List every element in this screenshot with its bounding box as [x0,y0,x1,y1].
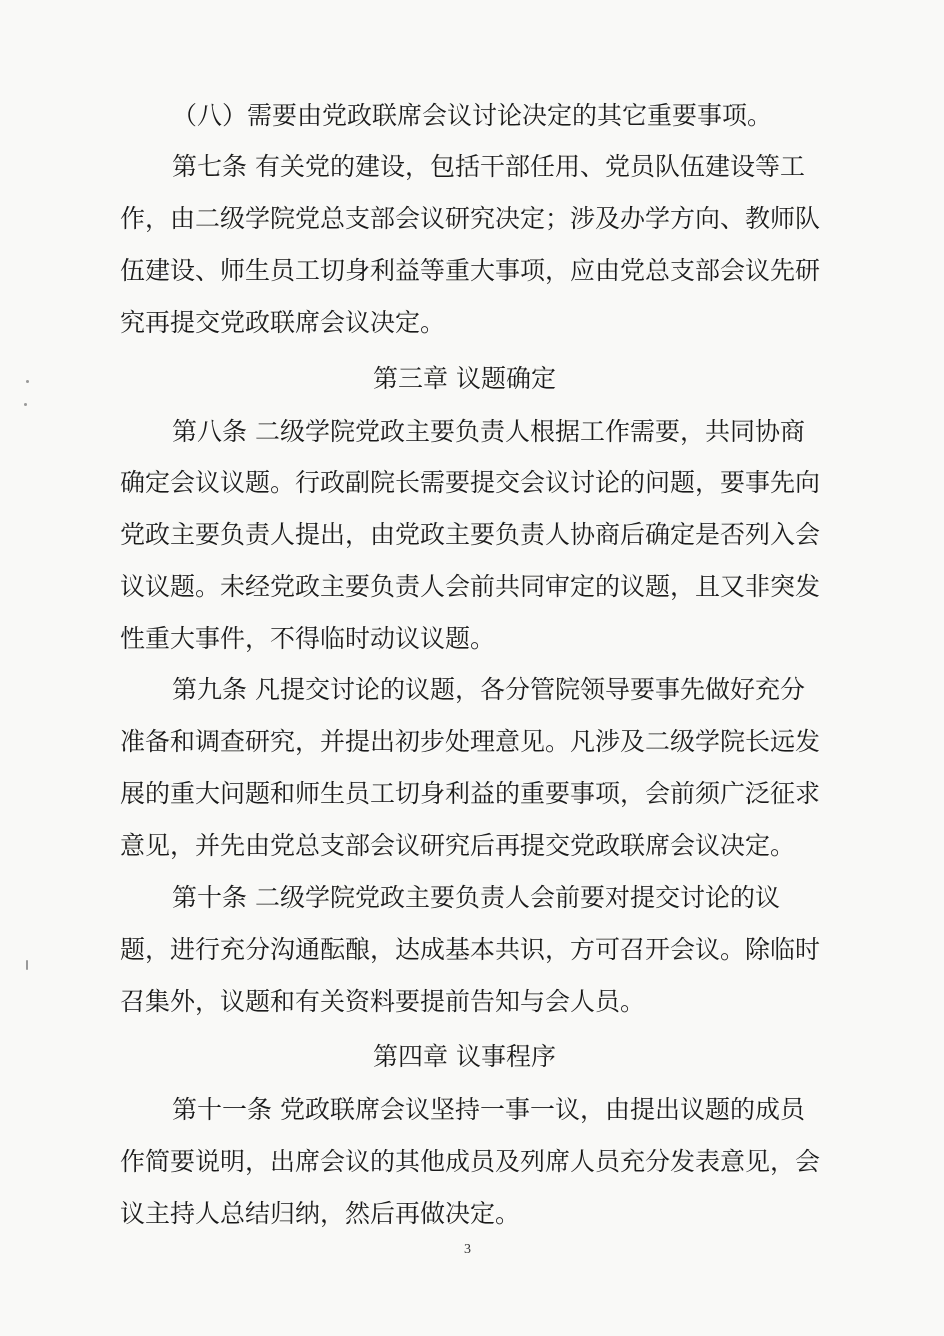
chapter-3-heading: 第三章 议题确定 [373,364,556,393]
page-number: 3 [464,1242,471,1257]
article-8-line-5: 性重大事件，不得临时动议议题。 [120,624,496,653]
article-9-line-3: 展的重大问题和师生员工切身利益的重要事项，会前须广泛征求 [120,779,821,808]
article-7-line-3: 伍建设、师生员工切身利益等重大事项，应由党总支部会议先研 [120,256,821,285]
article-9-line-4: 意见，并先由党总支部会议研究后再提交党政联席会议决定。 [120,831,796,860]
article-7-line-1: 第七条 有关党的建设，包括干部任用、党员队伍建设等工 [172,152,805,181]
chapter-4-heading: 第四章 议事程序 [373,1042,556,1071]
text-line: （八）需要由党政联席会议讨论决定的其它重要事项。 [172,101,773,130]
scan-speck [26,380,29,383]
scan-speck [26,960,28,970]
article-9-line-2: 准备和调查研究，并提出初步处理意见。凡涉及二级学院长远发 [120,727,821,756]
article-8-line-1: 第八条 二级学院党政主要负责人根据工作需要，共同协商 [172,417,805,446]
article-10-line-1: 第十条 二级学院党政主要负责人会前要对提交讨论的议 [172,883,780,912]
article-11-line-2: 作简要说明，出席会议的其他成员及列席人员充分发表意见，会 [120,1147,821,1176]
article-10-line-3: 召集外，议题和有关资料要提前告知与会人员。 [120,987,646,1016]
article-11-line-3: 议主持人总结归纳，然后再做决定。 [120,1199,521,1228]
scan-speck [24,403,27,406]
article-8-line-2: 确定会议议题。行政副院长需要提交会议讨论的问题，要事先向 [120,468,821,497]
article-8-line-3: 党政主要负责人提出，由党政主要负责人协商后确定是否列入会 [120,520,821,549]
article-7-line-4: 究再提交党政联席会议决定。 [120,308,446,337]
article-11-line-1: 第十一条 党政联席会议坚持一事一议，由提出议题的成员 [172,1095,805,1124]
article-9-line-1: 第九条 凡提交讨论的议题，各分管院领导要事先做好充分 [172,675,805,704]
article-10-line-2: 题，进行充分沟通酝酿，达成基本共识，方可召开会议。除临时 [120,935,821,964]
article-8-line-4: 议议题。未经党政主要负责人会前共同审定的议题，且又非突发 [120,572,821,601]
article-7-line-2: 作，由二级学院党总支部会议研究决定；涉及办学方向、教师队 [120,204,821,233]
